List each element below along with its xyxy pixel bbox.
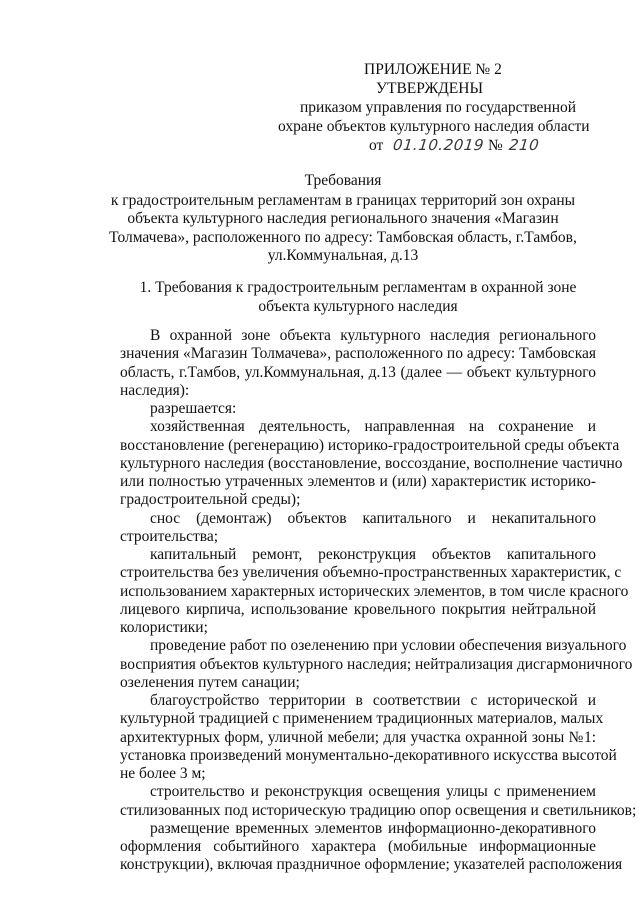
body-line: использованием характерных исторических элементов, в том числе красного (120, 582, 629, 600)
body-line: восстановление (регенерацию) историко-градостроительной среды объекта (120, 436, 620, 454)
body-line: культурного наследия (восстановление, воссоздание, восполнение частично (120, 454, 623, 472)
body-line: оформления событийного характера (мобильные информационные (120, 838, 596, 855)
document-body (120, 327, 637, 875)
title-line: Толмачева», расположенного по адресу: Тамбовская область, г.Тамбов, (109, 228, 577, 246)
section-heading-line: объекта культурного наследия (258, 297, 458, 315)
order-date-number (369, 136, 600, 155)
body-line: или полностью утраченных элементов и (или) характеристик историко- (120, 473, 596, 490)
order-line-1: приказом управления по государственной (300, 99, 577, 116)
section-heading (120, 279, 596, 316)
section-heading-line: 1. Требования к градостроительным регламентам в охранной зоне (139, 279, 577, 296)
body-line: архитектурных форм, уличной мебели; для участка охранной зоны №1: (120, 728, 596, 746)
body-line: размещение временных элементов информационно-декоративного (150, 819, 596, 837)
document-title (90, 172, 596, 266)
body-line: не более 3 м; (120, 765, 206, 782)
title-line: ул.Коммунальная, д.13 (267, 247, 419, 264)
title-line: объекта культурного наследия регионального значения «Магазин (127, 210, 559, 227)
body-line: значения «Магазин Толмачева», расположенного по адресу: Тамбовская (120, 345, 596, 363)
body-line: строительства; (120, 527, 219, 545)
appendix-label: ПРИЛОЖЕНИЕ № 2 (364, 61, 502, 78)
body-line: хозяйственная деятельность, направленная на сохранение и (150, 418, 596, 436)
handwritten-date: 01.10.2019 (392, 136, 486, 154)
approval-header (270, 60, 600, 155)
body-line: культурной традицией с применением традиционных материалов, малых (120, 710, 604, 728)
order-line-2: охране объектов культурного наследия области (278, 118, 590, 135)
body-line: благоустройство территории в соответствии с исторической и (150, 692, 596, 709)
body-line: строительства без увеличения объемно-пространственных характеристик, с (120, 564, 622, 582)
number-label: № (487, 137, 503, 154)
body-line: область, г.Тамбов, ул.Коммунальная, д.13 (далее — объект культурного (120, 363, 596, 381)
approved-label: УТВЕРЖДЕНЫ (376, 80, 483, 97)
body-line: капитальный ремонт, реконструкция объектов капитального (150, 546, 596, 563)
title-heading: Требования (304, 172, 382, 189)
body-line: восприятия объектов культурного наследия; нейтрализация дисгармоничного (120, 655, 633, 673)
body-line: разрешается: (150, 400, 237, 417)
body-line: колористики; (120, 619, 208, 636)
body-line: строительство и реконструкция освещения улицы с применением (150, 783, 596, 801)
body-line: снос (демонтаж) объектов капитального и некапитального (150, 509, 596, 527)
body-line: стилизованных под историческую традицию опор освещения и светильников; (120, 801, 637, 819)
body-line: озеленения путем санации; (120, 673, 300, 691)
from-label: от (369, 137, 384, 154)
body-line: лицевого кирпича, использование кровельного покрытия нейтральной (120, 600, 596, 618)
title-line: к градостроительным регламентам в границах территорий зон охраны (110, 191, 576, 209)
body-line: проведение работ по озеленению при условии обеспечения визуального (150, 637, 627, 655)
body-line: наследия): (120, 381, 190, 399)
body-line: конструкции), включая праздничное оформление; указателей расположения (120, 856, 623, 874)
body-line: В охранной зоне объекта культурного наследия регионального (150, 327, 596, 344)
body-line: установка произведений монументально-декоративного искусства высотой (120, 746, 617, 764)
handwritten-number: 210 (507, 136, 540, 154)
body-line: градостроительной среды); (120, 491, 301, 509)
